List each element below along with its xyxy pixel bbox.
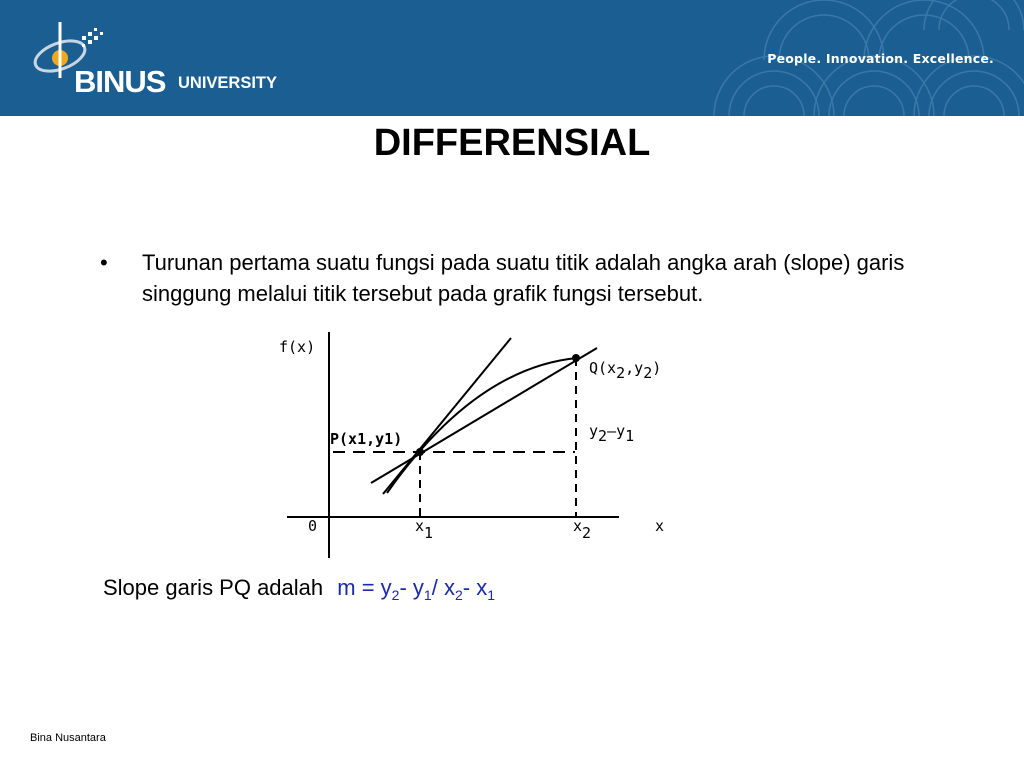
logo-brand-text: BINUS [74, 64, 166, 99]
bullet-text: Turunan pertama suatu fungsi pada suatu titik adalah angka arah (slope) garis singgung melalui titik tersebut pada grafik fungsi tersebut. [142, 250, 905, 306]
secant-line-pq [371, 348, 597, 483]
x2-label: x2 [573, 517, 592, 542]
x1-label: x1 [415, 517, 434, 542]
difference-label: y2–y1 [589, 422, 635, 445]
tagline: People. Innovation. Excellence. [767, 51, 994, 66]
header-banner [0, 0, 1024, 116]
slide-title: DIFFERENSIAL [373, 122, 651, 164]
point-q-label: Q(x2,y2) [589, 359, 662, 382]
point-q [572, 354, 580, 362]
binus-logo [30, 18, 300, 100]
derivative-graph [275, 328, 695, 563]
function-curve [387, 358, 577, 493]
y-axis-label: f(x) [279, 338, 316, 356]
logo-university-text: UNIVERSITY [178, 74, 278, 92]
tangent-line [383, 338, 511, 494]
footer-text: Bina Nusantara [30, 732, 106, 744]
slope-formula: $m = y_2-$ $y_1/$ $x_2-$ $x_1$ [337, 575, 495, 603]
bullet-symbol: • [100, 250, 108, 275]
point-p-label: P(x1,y1) [330, 430, 403, 448]
origin-label: 0 [308, 517, 318, 535]
slope-prefix-text: Slope garis PQ adalah [103, 575, 324, 600]
point-p [416, 448, 424, 456]
slope-statement [103, 575, 495, 601]
x-axis-label: x [655, 517, 665, 535]
